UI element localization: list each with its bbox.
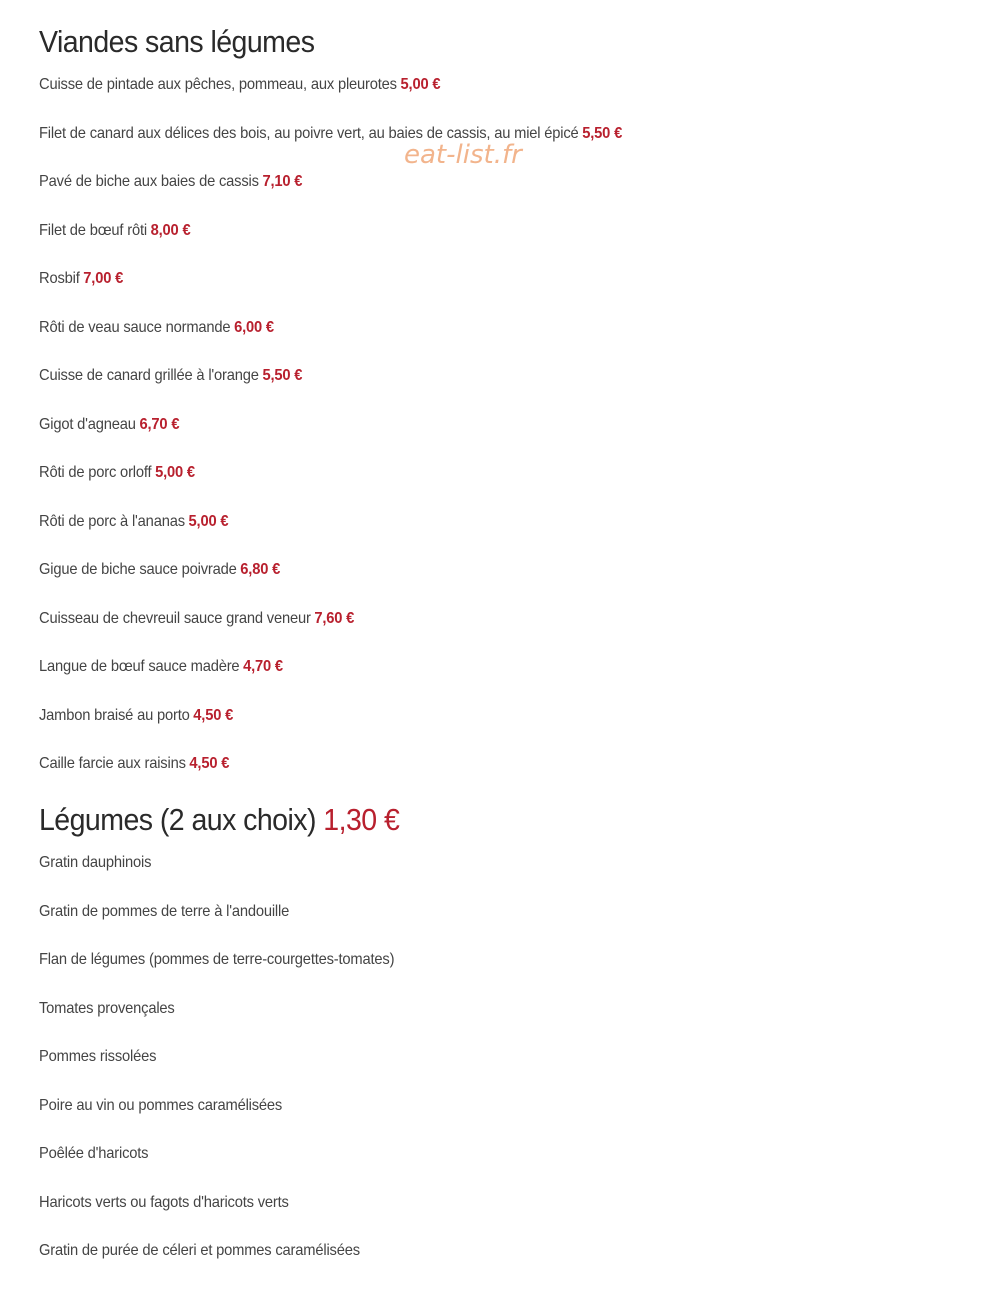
menu-item [39,903,289,921]
menu-item [39,270,123,288]
menu-item [39,125,622,143]
item-name: Gigot d'agneau [39,416,136,433]
item-price: 7,10 € [262,173,303,190]
item-price: 6,00 € [234,319,274,336]
item-name: Filet de bœuf rôti [39,222,147,239]
menu-item [39,1145,148,1163]
menu-item [39,513,228,531]
item-name: Cuisseau de chevreuil sauce grand veneur [39,610,311,627]
watermark: eat-list.fr [404,140,522,170]
menu-item [39,1097,282,1115]
item-name: Gigue de biche sauce poivrade [39,561,237,578]
menu-item [39,658,283,676]
item-price: 7,60 € [314,610,355,627]
menu-item [39,854,151,872]
item-price: 4,50 € [193,707,234,724]
item-name: Cuisse de pintade aux pêches, pommeau, aux pleurotes [39,76,397,93]
item-price: 4,70 € [243,658,283,675]
menu-item [39,319,274,337]
section-title-text: Légumes (2 aux choix) [39,802,316,837]
item-name: Caille farcie aux raisins [39,755,186,772]
item-price: 8,00 € [150,222,191,239]
menu-item [39,1000,175,1018]
menu-item [39,367,302,385]
item-name: Poire au vin ou pommes caramélisées [39,1097,283,1114]
item-name: Gratin dauphinois [39,854,152,871]
item-price: 4,50 € [189,755,230,772]
item-price: 5,50 € [262,367,303,384]
item-name: Tomates provençales [39,1000,175,1017]
item-price: 5,00 € [400,76,441,93]
item-name: Filet de canard aux délices des bois, au poivre vert, au baies de cassis, au miel épicé [39,125,579,142]
item-name: Pommes rissolées [39,1048,157,1065]
section-price: 1,30 € [323,802,400,837]
menu-item [39,610,354,628]
menu-item [39,1048,156,1066]
menu-item [39,173,302,191]
menu-item [39,1194,289,1212]
item-name: Rôti de porc à l'ananas [39,513,185,530]
item-name: Langue de bœuf sauce madère [39,658,240,675]
item-price: 7,00 € [83,270,124,287]
item-name: Rôti de porc orloff [39,464,152,481]
menu-item [39,1242,360,1260]
item-name: Pavé de biche aux baies de cassis [39,173,259,190]
menu-item [39,76,440,94]
item-name: Flan de légumes (pommes de terre-courgettes-tomates) [39,951,395,968]
section-title-text: Viandes sans légumes [39,24,315,59]
section-title-viandes [39,24,314,60]
item-name: Rosbif [39,270,80,287]
menu-item [39,222,190,240]
item-name: Poêlée d'haricots [39,1145,149,1162]
menu-item [39,755,229,773]
item-name: Rôti de veau sauce normande [39,319,231,336]
item-price: 6,70 € [139,416,180,433]
menu-item [39,416,179,434]
item-price: 6,80 € [240,561,281,578]
item-name: Gratin de purée de céleri et pommes caramélisées [39,1242,360,1259]
item-name: Jambon braisé au porto [39,707,190,724]
item-name: Haricots verts ou fagots d'haricots verts [39,1194,289,1211]
menu-item [39,561,280,579]
section-title-legumes [39,802,399,838]
menu-item [39,464,195,482]
item-price: 5,50 € [582,125,623,142]
menu-item [39,951,394,969]
item-price: 5,00 € [188,513,229,530]
menu-item [39,707,233,725]
item-name: Gratin de pommes de terre à l'andouille [39,903,290,920]
item-name: Cuisse de canard grillée à l'orange [39,367,259,384]
item-price: 5,00 € [155,464,195,481]
